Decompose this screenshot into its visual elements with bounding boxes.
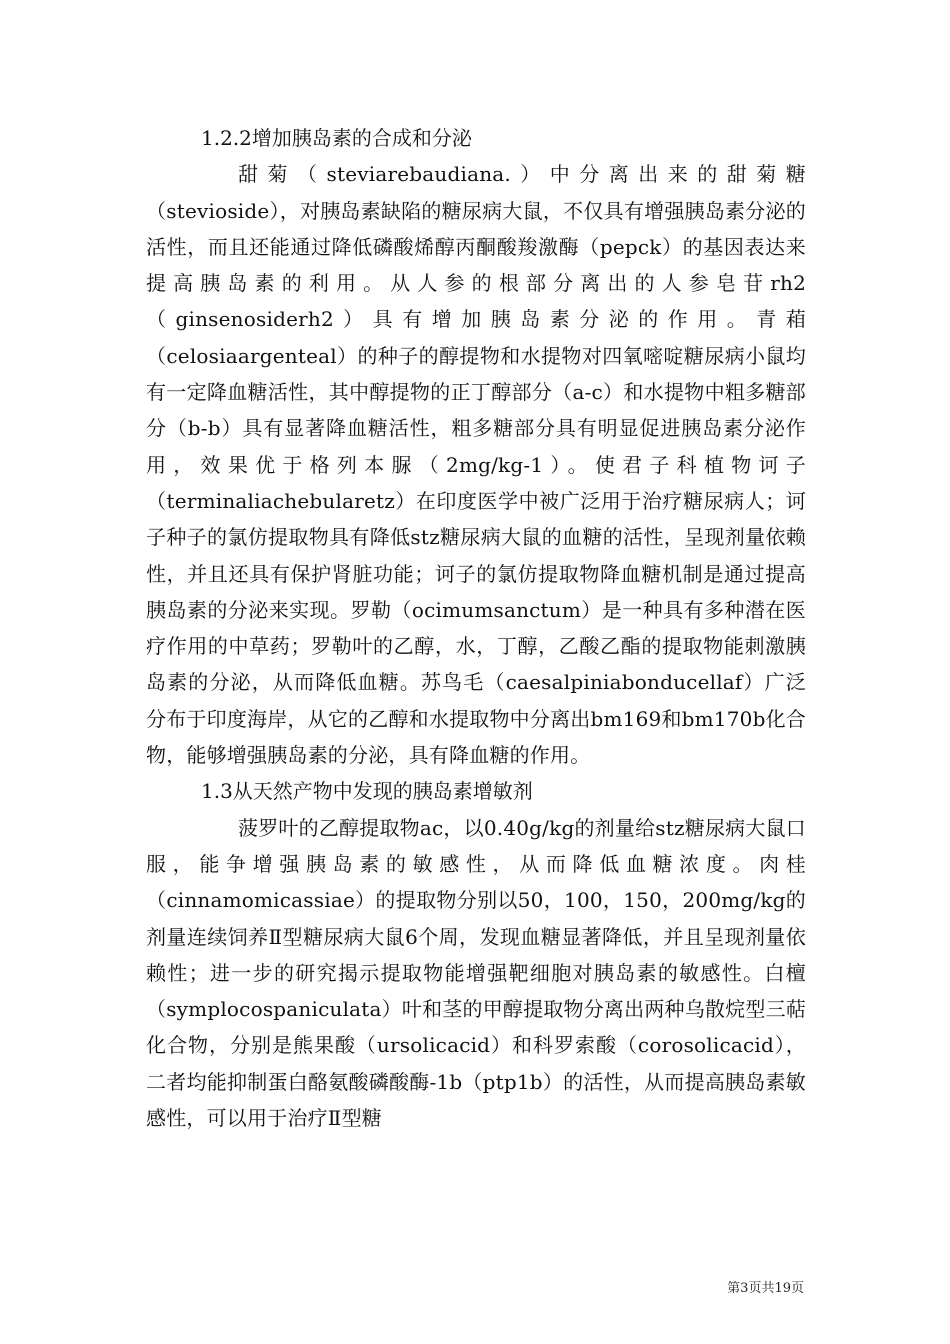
document-body <box>146 120 806 1136</box>
page-footer <box>0 1277 950 1296</box>
section-paragraph-1-3: 菠罗叶的乙醇提取物ac，以0.40g/kg的剂量给stz糖尿病大鼠口服，能争增强胰岛素的敏感性，从而降低血糖浓度。肉桂（cinnamomicassiae）的提取物分别以50，100，150，200mg/kg的剂量连续饲养Ⅱ型糖尿病大鼠6个周，发现血糖显著降低，并且呈现剂量依赖性；进一步的研究揭示提取物能增强靶细胞对胰岛素的敏感性。白檀（symplocospaniculata）叶和茎的甲醇提取物分离出两种乌散烷型三萜化合物，分别是熊果酸（ursolicacid）和科罗索酸（corosolicacid），二者均能抑制蛋白酪氨酸磷酸酶-1b（ptp1b）的活性，从而提高胰岛素敏感性，可以用于治疗Ⅱ型糖 <box>146 815 806 1131</box>
page-number: 第3页共19页 <box>727 1281 804 1296</box>
section-paragraph-1-2-2: 甜菊（steviarebaudiana.）中分离出来的甜菊糖（stevioside），对胰岛素缺陷的糖尿病大鼠，不仅具有增强胰岛素分泌的活性，而且还能通过降低磷酸烯醇丙酮酸羧激酶（pepck）的基因表达来提高胰岛素的利用。从人参的根部分离出的人参皂苷rh2（ginsenosiderh2）具有增加胰岛素分泌的作用。青葙（celosiaargenteal）的种子的醇提物和水提物对四氧嘧啶糖尿病小鼠均有一定降血糖活性，其中醇提物的正丁醇部分（a-c）和水提物中粗多糖部分（b-b）具有显著降血糖活性，粗多糖部分具有明显促进胰岛素分泌作用，效果优于格列本脲（2mg/kg-1）。使君子科植物诃子（terminaliachebularetz）在印度医学中被广泛用于治疗糖尿病人；诃子种子的氯仿提取物具有降低stz糖尿病大鼠的血糖的活性，呈现剂量依赖性，并且还具有保护肾脏功能；诃子的氯仿提取物降血糖机制是通过提高胰岛素的分泌来实现。罗勒（ocimumsanctum）是一种具有多种潜在医疗作用的中草药；罗勒叶的乙醇，水，丁醇，乙酸乙酯的提取物能刺激胰岛素的分泌，从而降低血糖。苏鸟毛（caesalpiniabonducellaf）广泛分布于印度海岸，从它的乙醇和水提取物中分离出bm169和bm170b化合物，能够增强胰岛素的分泌，具有降血糖的作用。 <box>146 162 806 768</box>
section-heading-1-3: 1.3从天然产物中发现的胰岛素增敏剂 <box>201 779 533 804</box>
section-heading-1-2-2: 1.2.2增加胰岛素的合成和分泌 <box>201 126 472 150</box>
